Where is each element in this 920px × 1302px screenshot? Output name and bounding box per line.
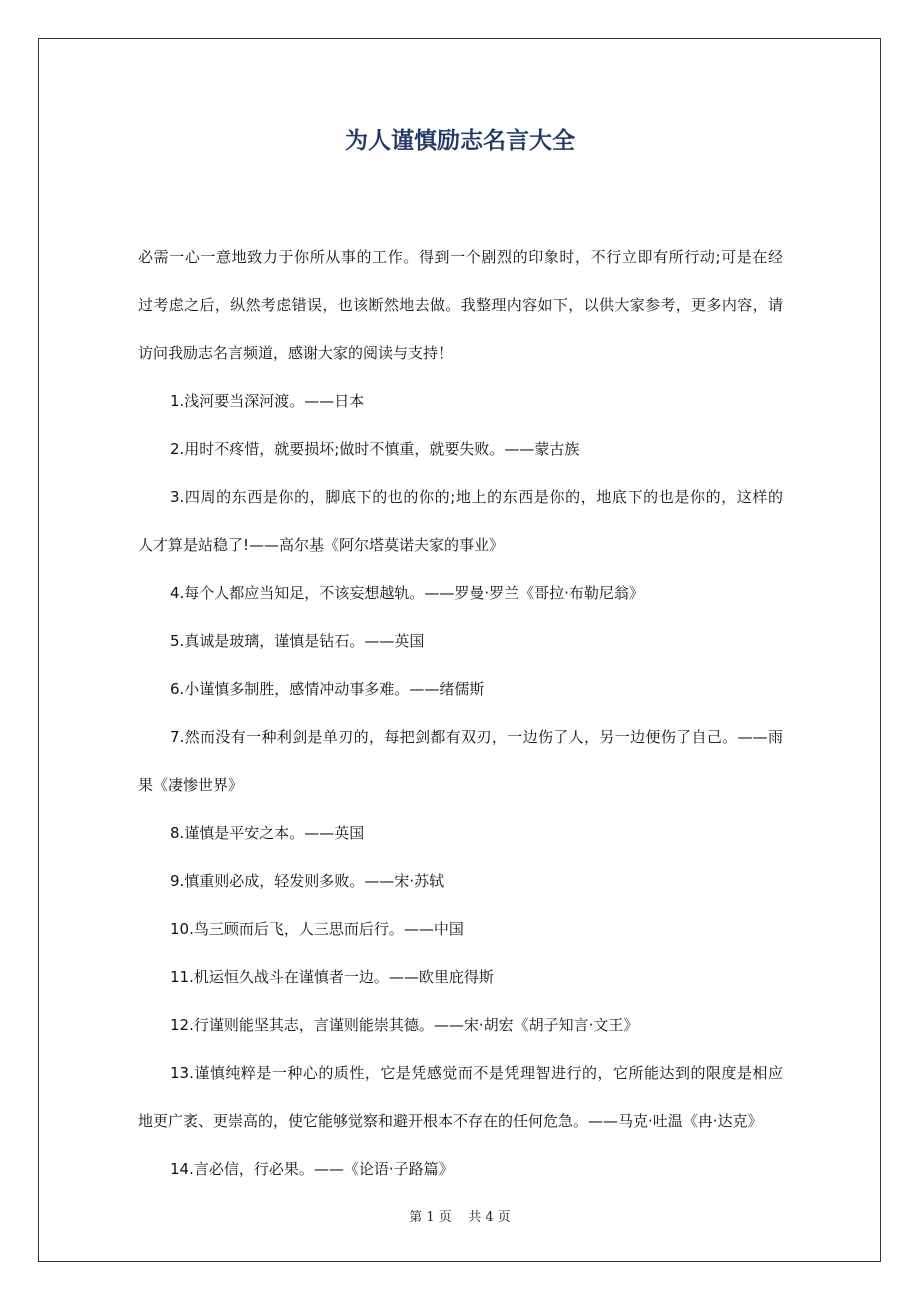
text-line: 3.四周的东西是你的，脚底下的也的你的;地上的东西是你的，地底下的也是你的，这样的 [170, 488, 783, 506]
quote-item [138, 864, 783, 912]
quote-item [138, 816, 783, 864]
text-line: 9.慎重则必成，轻发则多败。——宋·苏轼 [170, 872, 445, 890]
text-line: 5.真诚是玻璃，谨慎是钻石。——英国 [170, 632, 425, 650]
text-line: 10.鸟三顾而后飞，人三思而后行。——中国 [170, 920, 464, 938]
text-line: 必需一心一意地致力于你所从事的工作。得到一个剧烈的印象时，不行立即有所行动;可是在经 [138, 248, 783, 266]
quote-item [138, 432, 783, 480]
text-line: 过考虑之后，纵然考虑错误，也该断然地去做。我整理内容如下，以供大家参考，更多内容，请 [138, 296, 783, 314]
quote-item [138, 1056, 783, 1152]
text-line: 12.行谨则能坚其志，言谨则能崇其德。——宋·胡宏《胡子知言·文王》 [170, 1016, 639, 1034]
text-line: 人才算是站稳了!——高尔基《阿尔塔莫诺夫家的事业》 [138, 536, 505, 554]
page-footer: 第 1 页 共 4 页 [409, 1210, 511, 1225]
document-title: 为人谨慎励志名言大全 [345, 128, 575, 154]
text-line: 访问我励志名言频道，感谢大家的阅读与支持！ [138, 344, 454, 362]
text-line: 果《凄惨世界》 [138, 776, 244, 794]
text-line: 13.谨慎纯粹是一种心的质性，它是凭感觉而不是凭理智进行的，它所能达到的限度是相应 [170, 1064, 783, 1082]
quote-item [138, 576, 783, 624]
text-line: 11.机运恒久战斗在谨慎者一边。——欧里庇得斯 [170, 968, 494, 986]
text-line: 2.用时不疼惜，就要损坏;做时不慎重，就要失败。——蒙古族 [170, 440, 580, 458]
text-line: 1.浅河要当深河渡。——日本 [170, 392, 365, 410]
quote-item [138, 672, 783, 720]
text-line: 4.每个人都应当知足，不该妄想越轨。——罗曼·罗兰《哥拉·布勒尼翁》 [170, 584, 644, 602]
document-body [138, 240, 783, 1200]
quote-item [138, 720, 783, 816]
text-line: 6.小谨慎多制胜，感情冲动事多难。——绪儒斯 [170, 680, 485, 698]
quote-item [138, 912, 783, 960]
quote-item [138, 624, 783, 672]
quote-item [138, 960, 783, 1008]
quote-item [138, 384, 783, 432]
text-line: 14.言必信，行必果。——《论语·子路篇》 [170, 1160, 454, 1178]
quote-item [138, 1152, 783, 1200]
text-line: 地更广袤、更崇高的，使它能够觉察和避开根本不存在的任何危急。——马克·吐温《冉·达克》 [138, 1112, 763, 1130]
text-line: 8.谨慎是平安之本。——英国 [170, 824, 365, 842]
text-line: 7.然而没有一种利剑是单刃的，每把剑都有双刃，一边伤了人，另一边便伤了自己。——雨 [170, 728, 783, 746]
intro-paragraph [138, 240, 783, 384]
quote-item [138, 480, 783, 576]
quote-item [138, 1008, 783, 1056]
